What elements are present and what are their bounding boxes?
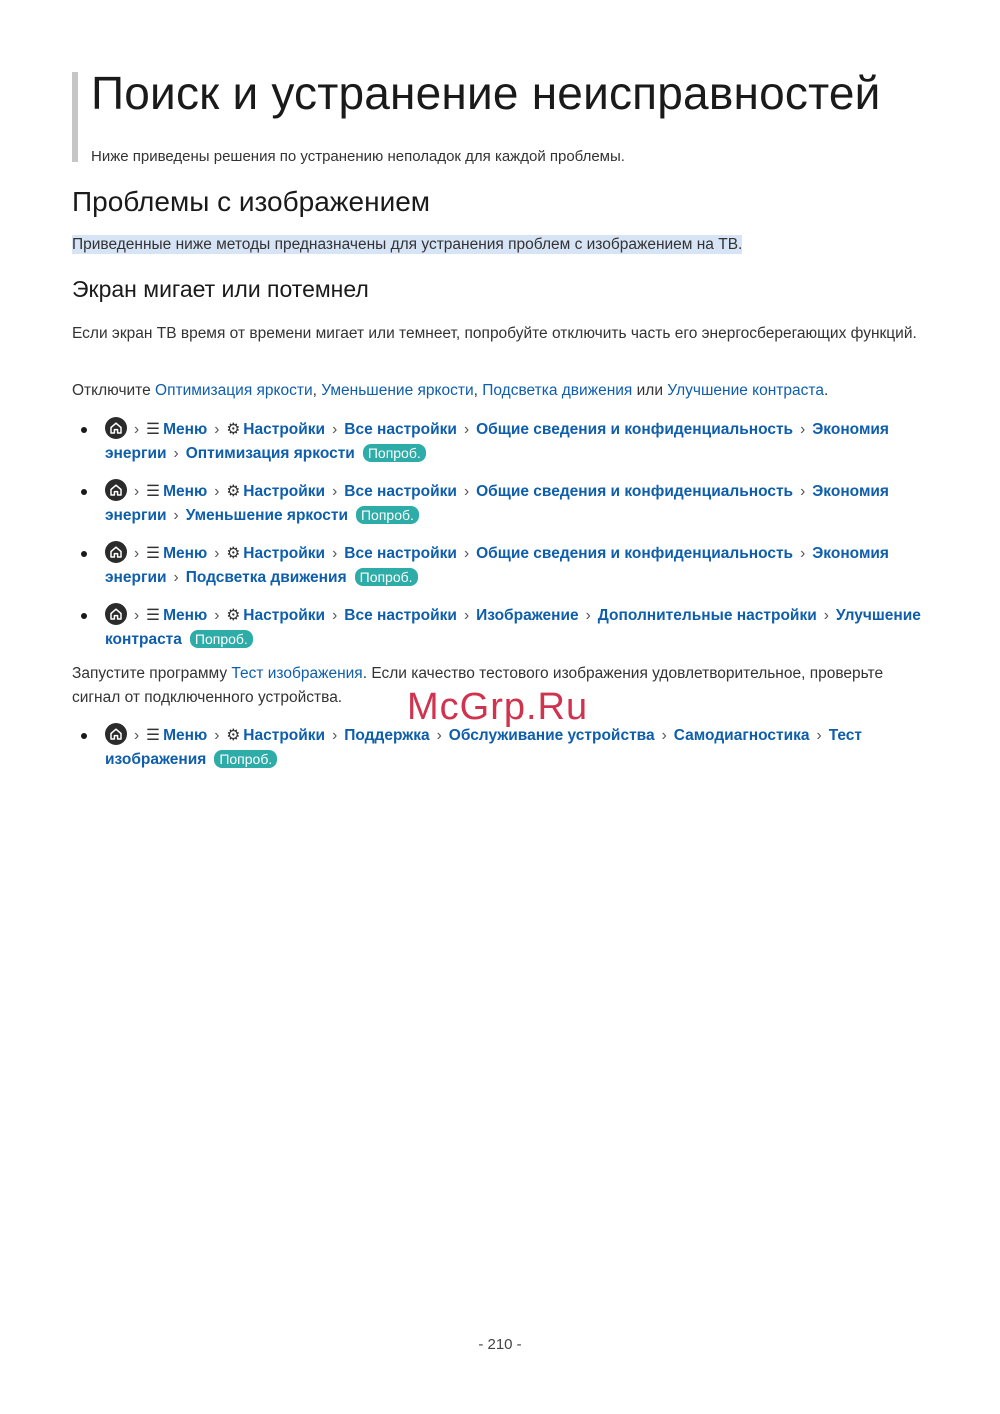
- menu-path-step[interactable]: Обслуживание устройства: [448, 727, 655, 744]
- gear-icon: ⚙: [226, 545, 241, 562]
- subsection-title: Экран мигает или потемнел: [72, 276, 369, 302]
- menu-path-step[interactable]: Оптимизация яркости: [185, 445, 355, 462]
- title-accent-bar: [72, 72, 78, 162]
- menu-path-list: [72, 417, 922, 665]
- chevron-right-icon: ›: [585, 607, 591, 624]
- gear-icon: ⚙: [226, 421, 241, 438]
- chevron-right-icon: ›: [173, 507, 179, 524]
- menu-path-step[interactable]: Настройки: [243, 421, 326, 438]
- menu-path-step[interactable]: Настройки: [243, 727, 326, 744]
- menu-icon: ☰: [146, 421, 161, 438]
- menu-path-step[interactable]: Улучшение контраста: [105, 607, 921, 648]
- menu-icon: ☰: [146, 607, 161, 624]
- chevron-right-icon: ›: [214, 727, 220, 744]
- menu-icon: ☰: [146, 483, 161, 500]
- chevron-right-icon: ›: [463, 545, 470, 562]
- menu-path-step[interactable]: Подсветка движения: [185, 569, 347, 586]
- menu-path-step[interactable]: Общие сведения и конфиденциальность: [476, 483, 794, 500]
- chevron-right-icon: ›: [332, 607, 338, 624]
- chevron-right-icon: ›: [173, 569, 179, 586]
- menu-path-step[interactable]: Меню: [163, 545, 208, 562]
- menu-path-step[interactable]: Общие сведения и конфиденциальность: [476, 545, 794, 562]
- home-icon: [105, 603, 127, 625]
- menu-path-item: [72, 723, 922, 772]
- bullet-dot: [81, 613, 87, 619]
- menu-path-item: [72, 417, 922, 466]
- text-prefix: Отключите: [72, 382, 156, 399]
- chevron-right-icon: ›: [134, 607, 140, 624]
- menu-path-step[interactable]: Настройки: [243, 607, 326, 624]
- try-now-button[interactable]: Попроб.: [355, 568, 418, 586]
- chevron-right-icon: ›: [134, 727, 140, 744]
- menu-path-step[interactable]: Экономия энергии: [105, 483, 889, 524]
- text-prefix: Запустите программу: [72, 665, 232, 682]
- highlighted-text: Приведенные ниже методы предназначены для устранения проблем с изображением на ТВ.: [72, 236, 743, 253]
- paragraph-intro: Если экран ТВ время от времени мигает или темнеет, попробуйте отключить часть его энергосберегающих функций.: [72, 325, 917, 342]
- chevron-right-icon: ›: [463, 607, 470, 624]
- gear-icon: ⚙: [226, 483, 241, 500]
- menu-path-item: [72, 541, 922, 590]
- text-comma: ,: [312, 382, 322, 399]
- menu-path-step[interactable]: Меню: [163, 421, 208, 438]
- chevron-right-icon: ›: [463, 483, 470, 500]
- chevron-right-icon: ›: [463, 421, 470, 438]
- gear-icon: ⚙: [226, 607, 241, 624]
- chevron-right-icon: ›: [134, 483, 140, 500]
- paragraph-disable: [72, 379, 922, 403]
- menu-path-list-test: [72, 723, 922, 785]
- menu-path-step[interactable]: Настройки: [243, 545, 326, 562]
- menu-path-step[interactable]: Все настройки: [344, 483, 457, 500]
- menu-path-step[interactable]: Экономия энергии: [105, 545, 889, 586]
- menu-path-step[interactable]: Меню: [163, 607, 208, 624]
- menu-path-step[interactable]: Все настройки: [344, 607, 457, 624]
- chevron-right-icon: ›: [800, 483, 806, 500]
- chevron-right-icon: ›: [661, 727, 667, 744]
- chevron-right-icon: ›: [332, 727, 338, 744]
- text-suffix: . Если качество тестового изображения удовлетворительное, проверьте сигнал от подключенного устройства.: [72, 665, 884, 706]
- chevron-right-icon: ›: [436, 727, 442, 744]
- menu-path-item: [72, 603, 922, 652]
- chevron-right-icon: ›: [332, 421, 338, 438]
- chevron-right-icon: ›: [800, 545, 806, 562]
- bullet-dot: [81, 489, 87, 495]
- chevron-right-icon: ›: [332, 545, 338, 562]
- chevron-right-icon: ›: [332, 483, 338, 500]
- chevron-right-icon: ›: [214, 483, 220, 500]
- text-end: .: [823, 382, 829, 399]
- menu-path-step[interactable]: Меню: [163, 483, 208, 500]
- menu-path-step[interactable]: Тест изображения: [105, 727, 863, 768]
- gear-icon: ⚙: [226, 727, 241, 744]
- menu-path-step[interactable]: Уменьшение яркости: [185, 507, 348, 524]
- chevron-right-icon: ›: [214, 421, 220, 438]
- link-picture-test[interactable]: Тест изображения: [231, 665, 363, 682]
- chevron-right-icon: ›: [134, 545, 140, 562]
- menu-path-step[interactable]: Общие сведения и конфиденциальность: [476, 421, 794, 438]
- try-now-button[interactable]: Попроб.: [356, 506, 419, 524]
- menu-path-step[interactable]: Дополнительные настройки: [597, 607, 817, 624]
- menu-path-step[interactable]: Изображение: [476, 607, 579, 624]
- menu-path-step[interactable]: Поддержка: [344, 727, 430, 744]
- section-intro: [72, 236, 742, 254]
- bullet-dot: [81, 733, 87, 739]
- page-number: - 210 -: [478, 1336, 522, 1353]
- home-icon: [105, 417, 127, 439]
- page-subtitle: Ниже приведены решения по устранению неполадок для каждой проблемы.: [91, 148, 625, 165]
- chevron-right-icon: ›: [800, 421, 806, 438]
- chevron-right-icon: ›: [214, 607, 220, 624]
- menu-path-step[interactable]: Все настройки: [344, 545, 457, 562]
- chevron-right-icon: ›: [816, 727, 822, 744]
- menu-path-step[interactable]: Настройки: [243, 483, 326, 500]
- section-title: Проблемы с изображением: [72, 186, 431, 217]
- link-motion-lighting[interactable]: Подсветка движения: [482, 382, 633, 399]
- try-now-button[interactable]: Попроб.: [214, 750, 277, 768]
- link-contrast-enhancer[interactable]: Улучшение контраста: [667, 382, 824, 399]
- home-icon: [105, 479, 127, 501]
- chevron-right-icon: ›: [823, 607, 829, 624]
- menu-icon: ☰: [146, 727, 161, 744]
- bullet-dot: [81, 427, 87, 433]
- chevron-right-icon: ›: [134, 421, 140, 438]
- menu-icon: ☰: [146, 545, 161, 562]
- text-comma: ,: [473, 382, 483, 399]
- menu-path-step[interactable]: Экономия энергии: [105, 421, 889, 462]
- menu-path-item: [72, 479, 922, 528]
- try-now-button[interactable]: Попроб.: [190, 630, 253, 648]
- text-or: или: [632, 382, 668, 399]
- home-icon: [105, 723, 127, 745]
- bullet-dot: [81, 551, 87, 557]
- link-brightness-optimization[interactable]: Оптимизация яркости: [155, 382, 313, 399]
- chevron-right-icon: ›: [214, 545, 220, 562]
- try-now-button[interactable]: Попроб.: [363, 444, 426, 462]
- watermark: McGrp.Ru: [407, 686, 589, 728]
- chevron-right-icon: ›: [173, 445, 179, 462]
- menu-path-step[interactable]: Все настройки: [344, 421, 457, 438]
- menu-path-step[interactable]: Самодиагностика: [673, 727, 810, 744]
- home-icon: [105, 541, 127, 563]
- menu-path-step[interactable]: Меню: [163, 727, 208, 744]
- link-brightness-reduction[interactable]: Уменьшение яркости: [321, 382, 474, 399]
- page-title: Поиск и устранение неисправностей: [91, 67, 881, 119]
